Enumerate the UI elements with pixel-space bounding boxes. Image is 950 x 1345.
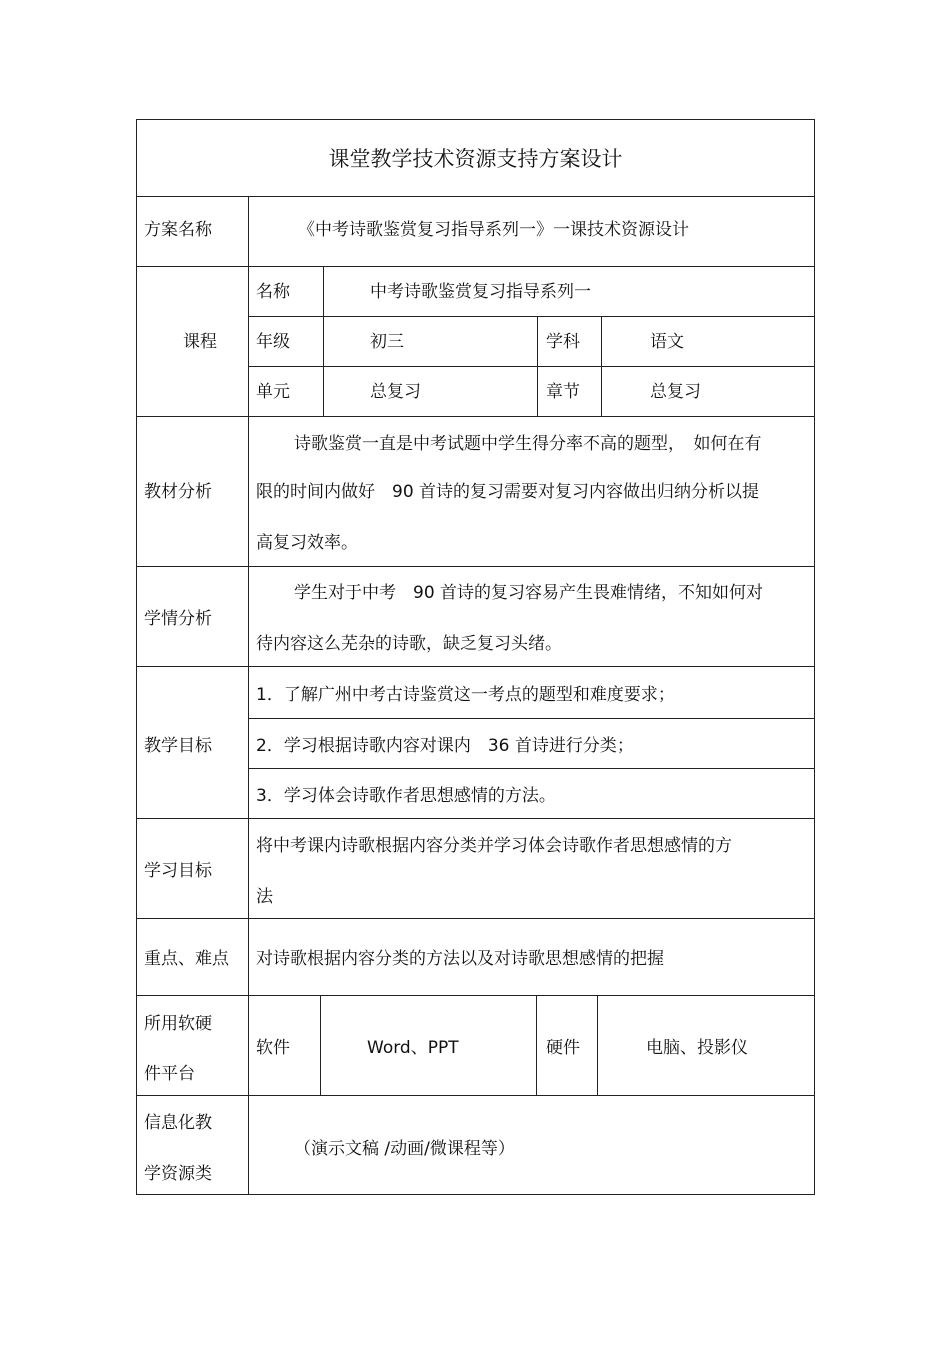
subject-label: 学科	[546, 332, 580, 352]
learning-goals-line: 将中考课内诗歌根据内容分类并学习体会诗歌作者思想感情的方	[256, 836, 732, 856]
row-divider	[248, 316, 814, 317]
learner-analysis-line: 学生对于中考 90 首诗的复习容易产生畏难情绪，不知如何对	[294, 583, 764, 603]
row-divider	[137, 818, 814, 819]
platform-label: 所用软硬	[144, 1014, 212, 1034]
page-title: 课堂教学技术资源支持方案设计	[328, 147, 623, 171]
column-divider	[323, 266, 324, 416]
row-divider	[137, 995, 814, 996]
row-divider	[248, 718, 814, 719]
course-name-label: 名称	[256, 282, 290, 302]
row-divider	[137, 266, 814, 267]
platform-label: 件平台	[144, 1064, 195, 1084]
resources-label: 信息化教	[144, 1113, 212, 1133]
teaching-goal-item: 3．学习体会诗歌作者思想感情的方法。	[256, 786, 556, 806]
hardware-label: 硬件	[546, 1038, 580, 1058]
chapter-value: 总复习	[650, 382, 701, 402]
teaching-goal-item: 1．了解广州中考古诗鉴赏这一考点的题型和难度要求；	[256, 685, 675, 705]
plan-table	[136, 119, 815, 1195]
learner-analysis-label: 学情分析	[144, 609, 212, 629]
unit-value: 总复习	[370, 382, 421, 402]
column-divider	[248, 196, 249, 1194]
row-divider	[137, 196, 814, 197]
learning-goals-label: 学习目标	[144, 861, 212, 881]
material-analysis-label: 教材分析	[144, 482, 212, 502]
software-label: 软件	[256, 1038, 290, 1058]
row-divider	[248, 768, 814, 769]
course-name-value: 中考诗歌鉴赏复习指导系列一	[370, 282, 591, 302]
course-label: 课程	[183, 332, 217, 352]
row-divider	[137, 918, 814, 919]
column-divider	[601, 316, 602, 416]
column-divider	[536, 995, 537, 1095]
material-analysis-line: 诗歌鉴赏一直是中考试题中学生得分率不高的题型， 如何在有	[294, 434, 762, 454]
column-divider	[320, 995, 321, 1095]
plan-name-label: 方案名称	[144, 220, 212, 240]
material-analysis-line: 限的时间内做好 90 首诗的复习需要对复习内容做出归纳分析以提	[256, 482, 760, 502]
software-value: Word、PPT	[367, 1038, 459, 1058]
learner-analysis-line: 待内容这么芜杂的诗歌，缺乏复习头绪。	[256, 634, 562, 654]
chapter-label: 章节	[546, 382, 580, 402]
teaching-goals-label: 教学目标	[144, 736, 212, 756]
column-divider	[537, 316, 538, 416]
row-divider	[137, 416, 814, 417]
grade-label: 年级	[256, 332, 290, 352]
column-divider	[597, 995, 598, 1095]
material-analysis-line: 高复习效率。	[256, 533, 358, 553]
subject-value: 语文	[650, 332, 684, 352]
row-divider	[137, 566, 814, 567]
teaching-goal-item: 2．学习根据诗歌内容对课内 36 首诗进行分类；	[256, 736, 634, 756]
resources-label: 学资源类	[144, 1164, 212, 1184]
key-points-value: 对诗歌根据内容分类的方法以及对诗歌思想感情的把握	[256, 949, 664, 969]
hardware-value: 电脑、投影仪	[646, 1038, 748, 1058]
unit-label: 单元	[256, 382, 290, 402]
grade-value: 初三	[370, 332, 404, 352]
plan-name-value: 《中考诗歌鉴赏复习指导系列一》一课技术资源设计	[298, 220, 689, 240]
resources-value: （演示文稿 /动画/微课程等）	[294, 1139, 515, 1159]
key-points-label: 重点、难点	[144, 949, 229, 969]
row-divider	[248, 366, 814, 367]
row-divider	[137, 666, 814, 667]
learning-goals-line: 法	[256, 887, 273, 907]
row-divider	[137, 1095, 814, 1096]
